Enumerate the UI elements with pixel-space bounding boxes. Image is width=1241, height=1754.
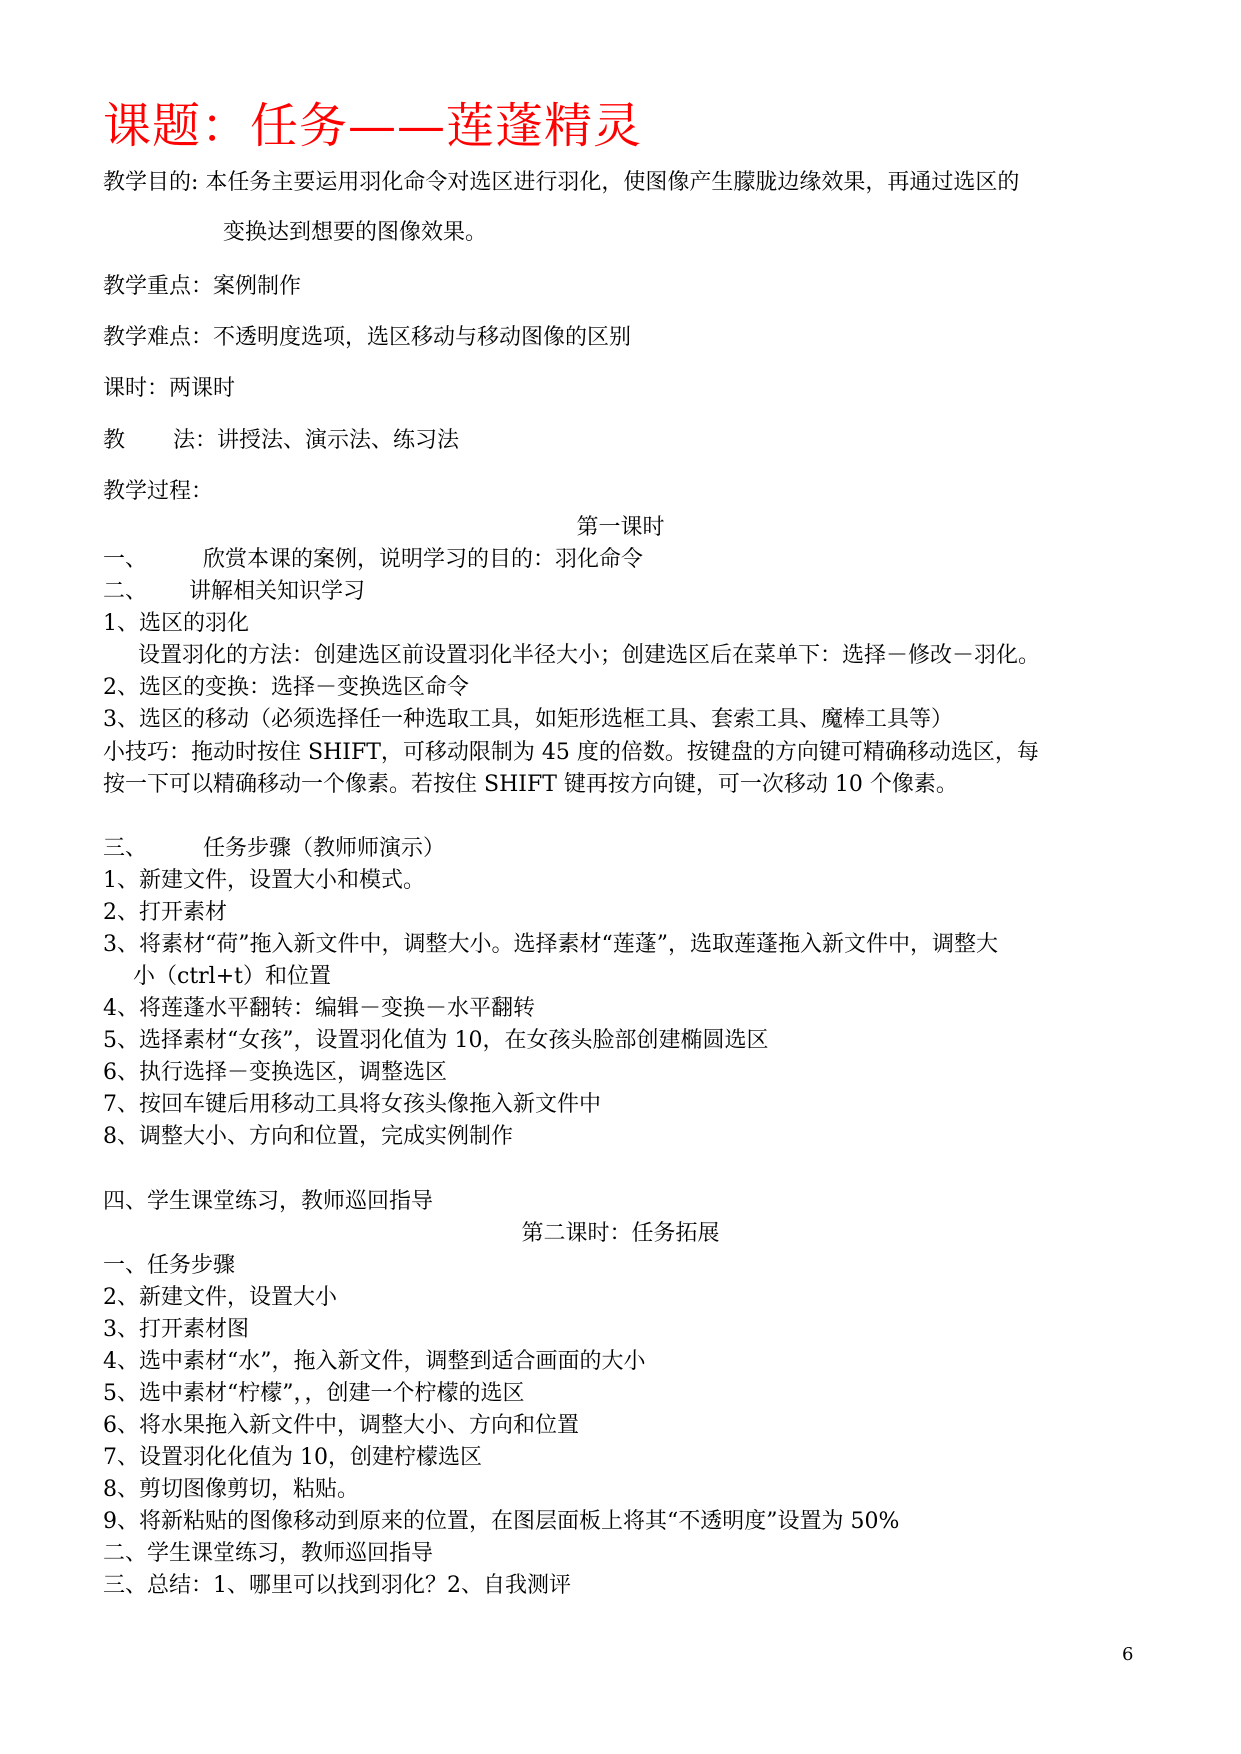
lesson1-item-3: 3、选区的移动（必须选择任一种选取工具，如矩形选框工具、套索工具、魔棒工具等） xyxy=(103,707,953,732)
lesson2-section-2: 二、学生课堂练习，教师巡回指导 xyxy=(103,1541,434,1566)
lesson2-step: 8、剪切图像剪切，粘贴。 xyxy=(103,1477,359,1502)
section-number: 二、 xyxy=(103,579,148,604)
lesson1-item-1-detail: 设置羽化的方法：创建选区前设置羽化半径大小；创建选区后在菜单下：选择－修改－羽化。 xyxy=(138,643,1041,668)
lesson2-step: 3、打开素材图 xyxy=(103,1317,249,1342)
lesson2-step: 4、选中素材“水”，拖入新文件，调整到适合画面的大小 xyxy=(103,1349,646,1374)
lesson2-step: 9、将新粘贴的图像移动到原来的位置，在图层面板上将其“不透明度”设置为 50% xyxy=(103,1509,900,1534)
lesson2-section-3: 三、总结：1、哪里可以找到羽化？2、自我测评 xyxy=(103,1573,571,1598)
lesson2-step: 6、将水果拖入新文件中，调整大小、方向和位置 xyxy=(103,1413,579,1438)
method-label: 教 xyxy=(103,428,126,453)
section-text: 讲解相关知识学习 xyxy=(189,579,366,604)
difficulty: 教学难点：不透明度选项，选区移动与移动图像的区别 xyxy=(103,325,632,350)
lesson1-step: 6、执行选择－变换选区，调整选区 xyxy=(103,1060,447,1085)
lesson1-section-3 xyxy=(103,834,445,864)
objective-line-2: 变换达到想要的图像效果。 xyxy=(223,220,488,245)
key-point: 教学重点：案例制作 xyxy=(103,274,302,299)
tip-line-2: 按一下可以精确移动一个像素。若按住 SHIFT 键再按方向键，可一次移动 10 个像素。 xyxy=(103,772,958,797)
section-number: 一、 xyxy=(103,547,148,572)
lesson1-step: 7、按回车键后用移动工具将女孩头像拖入新文件中 xyxy=(103,1092,601,1117)
lesson1-item-1: 1、选区的羽化 xyxy=(103,611,249,636)
lesson2-heading: 第二课时：任务拓展 xyxy=(521,1221,720,1246)
lesson1-step: 5、选择素材“女孩”，设置羽化值为 10，在女孩头脸部创建椭圆选区 xyxy=(103,1028,769,1053)
lesson1-heading: 第一课时 xyxy=(576,515,665,540)
lesson1-step: 3、将素材“荷”拖入新文件中，调整大小。选择素材“莲蓬”，选取莲蓬拖入新文件中，调整大 xyxy=(103,932,998,957)
lesson2-step: 5、选中素材“柠檬”，，创建一个柠檬的选区 xyxy=(103,1381,525,1406)
lesson1-section-1 xyxy=(103,545,643,575)
method xyxy=(103,426,459,456)
lesson1-section-4: 四、学生课堂练习，教师巡回指导 xyxy=(103,1189,434,1214)
lesson1-item-2: 2、选区的变换：选择－变换选区命令 xyxy=(103,675,469,700)
process-label: 教学过程： xyxy=(103,479,214,504)
lesson2-step: 7、设置羽化化值为 10，创建柠檬选区 xyxy=(103,1445,482,1470)
hours: 课时：两课时 xyxy=(103,376,236,401)
lesson2-section-1: 一、任务步骤 xyxy=(103,1253,236,1278)
method-text: 法：讲授法、演示法、练习法 xyxy=(173,428,460,453)
lesson1-step-continued: 小（ctrl+t）和位置 xyxy=(133,964,331,989)
section-text: 欣赏本课的案例，说明学习的目的：羽化命令 xyxy=(203,547,644,572)
lesson1-section-2 xyxy=(103,577,365,607)
lesson2-step: 2、新建文件，设置大小 xyxy=(103,1285,337,1310)
page-number: 6 xyxy=(1122,1644,1134,1665)
objective-line-1: 教学目的: 本任务主要运用羽化命令对选区进行羽化，使图像产生朦胧边缘效果，再通过选区的 xyxy=(103,170,1020,195)
section-text: 任务步骤（教师师演示） xyxy=(203,836,446,861)
lesson1-step: 4、将莲蓬水平翻转：编辑－变换－水平翻转 xyxy=(103,996,535,1021)
lesson1-step: 8、调整大小、方向和位置，完成实例制作 xyxy=(103,1124,513,1149)
tip-line-1: 小技巧：拖动时按住 SHIFT，可移动限制为 45 度的倍数。按键盘的方向键可精确移动选区，每 xyxy=(103,740,1039,765)
section-number: 三、 xyxy=(103,836,148,861)
lesson1-step: 1、新建文件，设置大小和模式。 xyxy=(103,868,425,893)
page-title: 课题：任务——莲蓬精灵 xyxy=(103,98,643,154)
lesson1-step: 2、打开素材 xyxy=(103,900,227,925)
